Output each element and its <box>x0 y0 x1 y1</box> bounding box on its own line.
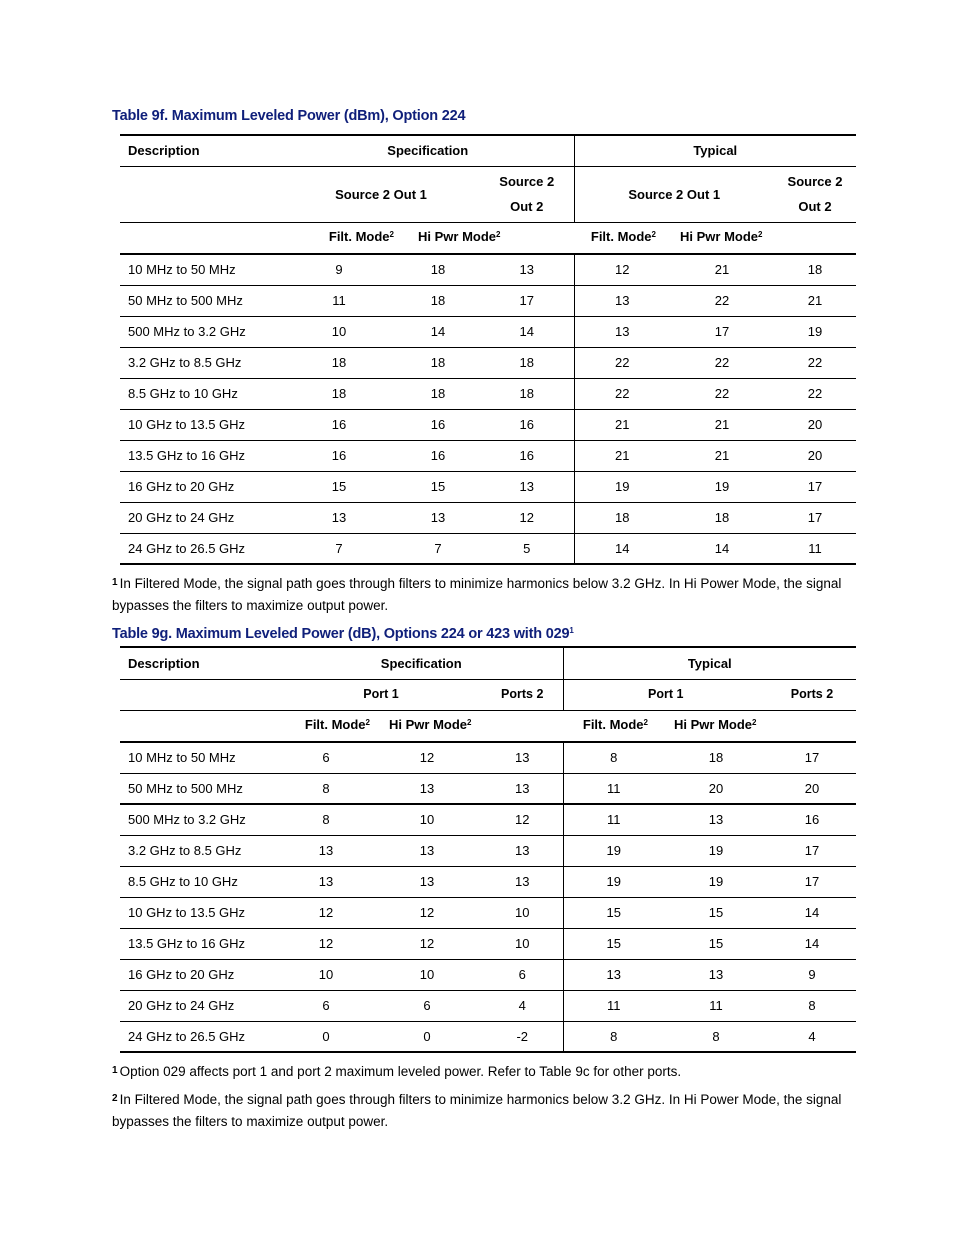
value-cell: 13 <box>280 866 372 897</box>
value-cell: 10 <box>282 316 396 347</box>
value-cell: 21 <box>574 409 670 440</box>
table-9g-mode-row <box>120 710 856 742</box>
value-cell: 19 <box>563 866 664 897</box>
value-cell: 18 <box>574 502 670 533</box>
frequency-range-cell: 500 MHz to 3.2 GHz <box>120 804 280 835</box>
value-cell: -2 <box>482 1021 563 1052</box>
value-cell: 18 <box>396 347 480 378</box>
value-cell: 13 <box>282 502 396 533</box>
value-cell: 17 <box>774 502 856 533</box>
value-cell: 18 <box>664 742 768 773</box>
table-row <box>120 471 856 502</box>
value-cell: 18 <box>396 285 480 316</box>
value-cell: 15 <box>664 928 768 959</box>
value-cell: 15 <box>282 471 396 502</box>
value-cell: 12 <box>480 502 574 533</box>
value-cell: 18 <box>774 254 856 285</box>
value-cell: 18 <box>396 378 480 409</box>
spec-filt-mode-header: Filt. Mode$^2$ <box>282 222 396 254</box>
typ-source2-out2-line1: Source 2 <box>787 174 843 189</box>
value-cell: 15 <box>563 897 664 928</box>
value-cell: 10 <box>482 928 563 959</box>
value-cell: 13 <box>482 866 563 897</box>
value-cell: 12 <box>372 742 482 773</box>
value-cell: 16 <box>396 409 480 440</box>
value-cell: 14 <box>574 533 670 564</box>
caption-footnote-ref: 1 <box>569 626 574 635</box>
table-9g <box>120 646 856 1053</box>
typ-source2-out2-line2: Out 2 <box>798 199 832 214</box>
table-row <box>120 990 856 1021</box>
value-cell: 21 <box>774 285 856 316</box>
typ-hi-pwr-mode-header: Hi Pwr Mode$^2$ <box>670 222 856 254</box>
value-cell: 17 <box>774 471 856 502</box>
value-cell: 8 <box>563 742 664 773</box>
spec-filt-mode-header: Filt. Mode$^2$ <box>280 710 372 742</box>
description-header: Description <box>120 647 280 679</box>
typical-header: Typical <box>574 135 856 166</box>
value-cell: 13 <box>372 866 482 897</box>
value-cell: 13 <box>480 471 574 502</box>
value-cell: 21 <box>670 254 774 285</box>
table-9f-source-row <box>120 166 856 222</box>
value-cell: 11 <box>774 533 856 564</box>
value-cell: 12 <box>574 254 670 285</box>
value-cell: 18 <box>670 502 774 533</box>
table-9g-footnote-2 <box>112 1090 842 1132</box>
value-cell: 16 <box>768 804 856 835</box>
value-cell: 6 <box>482 959 563 990</box>
table-row <box>120 897 856 928</box>
table-row <box>120 866 856 897</box>
value-cell: 6 <box>280 742 372 773</box>
table-9f-footnote <box>112 574 842 616</box>
value-cell: 13 <box>396 502 480 533</box>
value-cell: 7 <box>282 533 396 564</box>
value-cell: 13 <box>480 254 574 285</box>
typ-filt-mode-header: Filt. Mode$^2$ <box>563 710 664 742</box>
value-cell: 13 <box>372 773 482 804</box>
value-cell: 19 <box>563 835 664 866</box>
value-cell: 7 <box>396 533 480 564</box>
value-cell: 16 <box>480 409 574 440</box>
value-cell: 11 <box>282 285 396 316</box>
value-cell: 17 <box>768 742 856 773</box>
value-cell: 22 <box>774 347 856 378</box>
frequency-range-cell: 13.5 GHz to 16 GHz <box>120 440 282 471</box>
frequency-range-cell: 24 GHz to 26.5 GHz <box>120 533 282 564</box>
value-cell: 9 <box>768 959 856 990</box>
frequency-range-cell: 8.5 GHz to 10 GHz <box>120 378 282 409</box>
spec-source2-out2-line2: Out 2 <box>510 199 544 214</box>
description-header: Description <box>120 135 282 166</box>
value-cell: 18 <box>396 254 480 285</box>
frequency-range-cell: 3.2 GHz to 8.5 GHz <box>120 835 280 866</box>
value-cell: 13 <box>372 835 482 866</box>
footnote-marker: 2 <box>112 1093 118 1104</box>
value-cell: 9 <box>282 254 396 285</box>
value-cell: 17 <box>768 835 856 866</box>
value-cell: 18 <box>480 347 574 378</box>
value-cell: 4 <box>482 990 563 1021</box>
value-cell: 21 <box>574 440 670 471</box>
value-cell: 16 <box>282 409 396 440</box>
value-cell: 14 <box>480 316 574 347</box>
value-cell: 8 <box>664 1021 768 1052</box>
value-cell: 12 <box>372 897 482 928</box>
value-cell: 8 <box>280 804 372 835</box>
value-cell: 4 <box>768 1021 856 1052</box>
table-row <box>120 804 856 835</box>
value-cell: 15 <box>664 897 768 928</box>
value-cell: 8 <box>768 990 856 1021</box>
value-cell: 22 <box>670 347 774 378</box>
spec-source2-out1-header: Source 2 Out 1 <box>282 166 480 222</box>
value-cell: 19 <box>664 866 768 897</box>
frequency-range-cell: 20 GHz to 24 GHz <box>120 990 280 1021</box>
value-cell: 13 <box>574 285 670 316</box>
value-cell: 0 <box>280 1021 372 1052</box>
typ-hi-pwr-mode-header: Hi Pwr Mode$^2$ <box>664 710 856 742</box>
value-cell: 13 <box>563 959 664 990</box>
table-row <box>120 959 856 990</box>
frequency-range-cell: 500 MHz to 3.2 GHz <box>120 316 282 347</box>
value-cell: 0 <box>372 1021 482 1052</box>
value-cell: 5 <box>480 533 574 564</box>
typ-source2-out2-header <box>774 166 856 222</box>
typical-header: Typical <box>563 647 856 679</box>
frequency-range-cell: 50 MHz to 500 MHz <box>120 285 282 316</box>
value-cell: 20 <box>774 440 856 471</box>
typ-ports2-header: Ports 2 <box>768 679 856 710</box>
value-cell: 22 <box>574 378 670 409</box>
value-cell: 11 <box>563 804 664 835</box>
frequency-range-cell: 10 GHz to 13.5 GHz <box>120 409 282 440</box>
value-cell: 10 <box>372 804 482 835</box>
value-cell: 10 <box>280 959 372 990</box>
footnote-text: In Filtered Mode, the signal path goes through filters to minimize harmonics below 3.2 GHz. In Hi Power Mode, the signal bypasses the filters to maximize output power. <box>112 576 842 613</box>
value-cell: 19 <box>664 835 768 866</box>
value-cell: 16 <box>282 440 396 471</box>
footnote-marker: 1 <box>112 577 118 588</box>
value-cell: 11 <box>563 773 664 804</box>
value-cell: 12 <box>372 928 482 959</box>
table-row <box>120 502 856 533</box>
typ-filt-mode-header: Filt. Mode$^2$ <box>574 222 670 254</box>
value-cell: 12 <box>280 897 372 928</box>
table-row <box>120 533 856 564</box>
spec-port1-header: Port 1 <box>280 679 482 710</box>
value-cell: 21 <box>670 440 774 471</box>
value-cell: 22 <box>574 347 670 378</box>
table-row <box>120 347 856 378</box>
table-9g-header-row <box>120 647 856 679</box>
value-cell: 20 <box>774 409 856 440</box>
frequency-range-cell: 24 GHz to 26.5 GHz <box>120 1021 280 1052</box>
table-row <box>120 378 856 409</box>
spec-ports2-header: Ports 2 <box>482 679 563 710</box>
footnote-text: In Filtered Mode, the signal path goes through filters to minimize harmonics below 3.2 GHz. In Hi Power Mode, the signal bypasses the filters to maximize output power. <box>112 1092 842 1129</box>
table-9g-caption: Table 9g. Maximum Leveled Power (dB), Options 224 or 423 with $029^1$ <box>112 626 574 642</box>
table-row <box>120 316 856 347</box>
spec-hi-pwr-mode-header: Hi Pwr Mode$^2$ <box>372 710 563 742</box>
table-9f-caption: Table 9f. Maximum Leveled Power (dBm), Option 224 <box>112 108 466 124</box>
value-cell: 13 <box>664 959 768 990</box>
value-cell: 13 <box>482 773 563 804</box>
table-row <box>120 1021 856 1052</box>
value-cell: 6 <box>372 990 482 1021</box>
value-cell: 12 <box>280 928 372 959</box>
table-row <box>120 440 856 471</box>
frequency-range-cell: 16 GHz to 20 GHz <box>120 471 282 502</box>
table-row <box>120 409 856 440</box>
value-cell: 10 <box>372 959 482 990</box>
value-cell: 14 <box>768 928 856 959</box>
value-cell: 19 <box>670 471 774 502</box>
value-cell: 16 <box>396 440 480 471</box>
table-row <box>120 285 856 316</box>
value-cell: 17 <box>768 866 856 897</box>
value-cell: 11 <box>563 990 664 1021</box>
value-cell: 10 <box>482 897 563 928</box>
frequency-range-cell: 8.5 GHz to 10 GHz <box>120 866 280 897</box>
typ-port1-header: Port 1 <box>563 679 768 710</box>
spec-hi-pwr-mode-header: Hi Pwr Mode$^2$ <box>396 222 574 254</box>
value-cell: 14 <box>670 533 774 564</box>
table-row <box>120 773 856 804</box>
value-cell: 16 <box>480 440 574 471</box>
footnote-text: Option 029 affects port 1 and port 2 maximum leveled power. Refer to Table 9c for other ports. <box>119 1064 682 1079</box>
value-cell: 6 <box>280 990 372 1021</box>
table-9f-header-row <box>120 135 856 166</box>
value-cell: 13 <box>574 316 670 347</box>
table-row <box>120 835 856 866</box>
frequency-range-cell: 16 GHz to 20 GHz <box>120 959 280 990</box>
frequency-range-cell: 13.5 GHz to 16 GHz <box>120 928 280 959</box>
value-cell: 13 <box>482 742 563 773</box>
specification-header: Specification <box>282 135 574 166</box>
spec-source2-out2-header <box>480 166 574 222</box>
value-cell: 14 <box>768 897 856 928</box>
value-cell: 19 <box>774 316 856 347</box>
table-row <box>120 742 856 773</box>
table-9f-mode-row <box>120 222 856 254</box>
specification-header: Specification <box>280 647 563 679</box>
value-cell: 22 <box>774 378 856 409</box>
value-cell: 17 <box>480 285 574 316</box>
value-cell: 14 <box>396 316 480 347</box>
table-9g-footnote-1 <box>112 1062 842 1084</box>
value-cell: 20 <box>664 773 768 804</box>
frequency-range-cell: 10 MHz to 50 MHz <box>120 742 280 773</box>
value-cell: 20 <box>768 773 856 804</box>
value-cell: 11 <box>664 990 768 1021</box>
table-row <box>120 928 856 959</box>
typ-source2-out1-header: Source 2 Out 1 <box>574 166 774 222</box>
value-cell: 13 <box>482 835 563 866</box>
table-9f <box>120 134 856 565</box>
value-cell: 13 <box>664 804 768 835</box>
value-cell: 13 <box>280 835 372 866</box>
value-cell: 17 <box>670 316 774 347</box>
frequency-range-cell: 10 GHz to 13.5 GHz <box>120 897 280 928</box>
frequency-range-cell: 50 MHz to 500 MHz <box>120 773 280 804</box>
value-cell: 21 <box>670 409 774 440</box>
spec-source2-out2-line1: Source 2 <box>499 174 555 189</box>
value-cell: 15 <box>396 471 480 502</box>
value-cell: 12 <box>482 804 563 835</box>
frequency-range-cell: 3.2 GHz to 8.5 GHz <box>120 347 282 378</box>
table-row <box>120 254 856 285</box>
value-cell: 8 <box>563 1021 664 1052</box>
value-cell: 15 <box>563 928 664 959</box>
value-cell: 18 <box>282 378 396 409</box>
value-cell: 22 <box>670 285 774 316</box>
value-cell: 8 <box>280 773 372 804</box>
footnote-marker: 1 <box>112 1065 118 1076</box>
table-9g-port-row <box>120 679 856 710</box>
value-cell: 19 <box>574 471 670 502</box>
value-cell: 18 <box>282 347 396 378</box>
frequency-range-cell: 10 MHz to 50 MHz <box>120 254 282 285</box>
value-cell: 22 <box>670 378 774 409</box>
frequency-range-cell: 20 GHz to 24 GHz <box>120 502 282 533</box>
value-cell: 18 <box>480 378 574 409</box>
